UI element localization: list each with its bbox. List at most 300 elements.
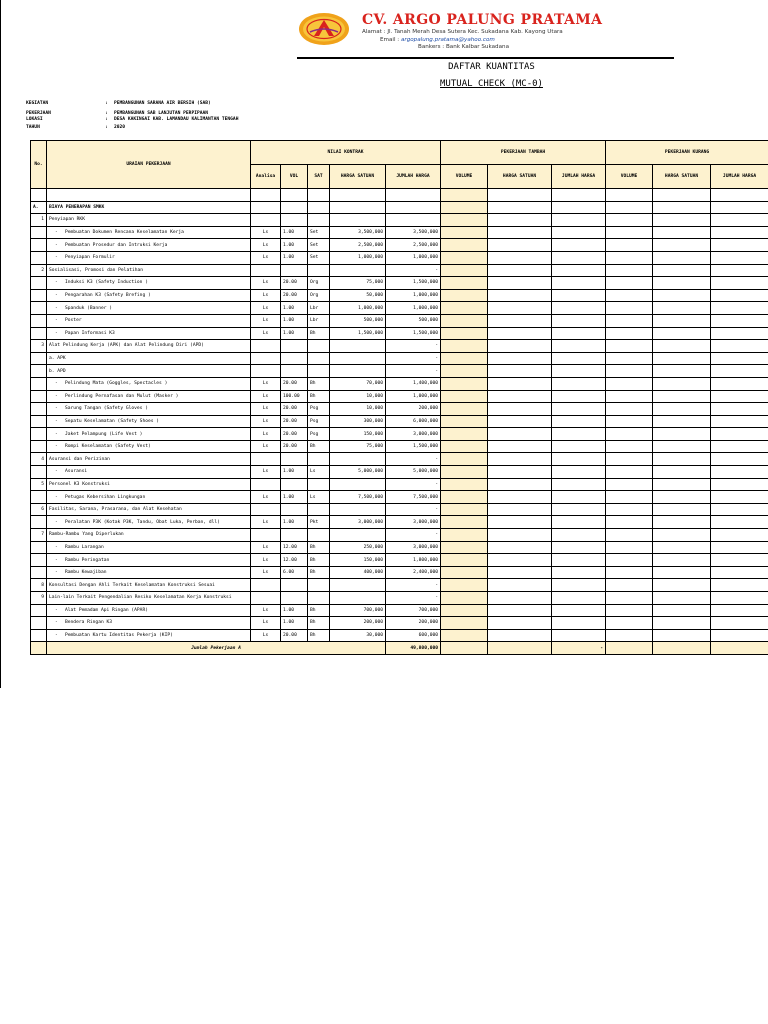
cell-kurang-jumlah-harga [711,264,768,277]
cell-no: 8 [31,579,47,592]
cell-uraian [47,289,251,302]
cell-tambah-volume [441,264,488,277]
cell-analisa: Ls [251,403,281,416]
cell-kurang-harga-satuan [653,453,711,466]
cell-tambah-jumlah-harga [552,592,606,605]
cell-vol: 1.00 [281,491,308,504]
cell-tambah-volume [441,189,488,202]
cell-uraian [47,617,251,630]
cell-no [31,302,47,315]
cell-tambah-jumlah-harga [552,503,606,516]
cell-jumlah-harga: 1,400,000 [386,377,441,390]
bullet-dash: - [55,418,58,424]
cell-sat: Bh [308,377,330,390]
email-label: Email [380,36,396,43]
cell-sat [308,453,330,466]
header-nilai-kontrak: NILAI KONTRAK [251,141,441,165]
cell-uraian [47,466,251,479]
table-row [31,277,768,290]
cell-harga-satuan [330,352,386,365]
cell-kurang-harga-satuan [653,340,711,353]
cell-kurang-jumlah-harga [711,541,768,554]
cell-harga-satuan: 500,000 [330,314,386,327]
cell-no [31,277,47,290]
bullet-dash: - [55,305,58,311]
cell-tambah-volume [441,491,488,504]
cell-kurang-harga-satuan [653,604,711,617]
cell-kurang-volume [606,365,653,378]
cell-uraian [47,277,251,290]
item-description: Perlindung Pernafasan dan Mulut (Masker ) [65,393,179,399]
cell-tambah-harga-satuan [488,201,552,214]
cell-jumlah-harga: - [386,340,441,353]
cell-vol: 1.00 [281,466,308,479]
cell-kurang-harga-satuan [653,214,711,227]
cell-sat: Lbr [308,314,330,327]
cell-tambah-harga-satuan [488,226,552,239]
cell-vol [281,214,308,227]
cell-tambah-jumlah-harga [552,541,606,554]
cell-tambah-volume [441,529,488,542]
cell-sat [308,503,330,516]
item-description: Poster [65,318,82,324]
cell-analisa: Ls [251,516,281,529]
cell-tambah-harga-satuan [488,340,552,353]
cell-no [31,541,47,554]
cell-sat: Org [308,277,330,290]
cell-no: 3 [31,340,47,353]
cell-no [31,491,47,504]
cell-no: 1 [31,214,47,227]
cell-kurang-harga-satuan [653,226,711,239]
cell-kurang-volume [606,453,653,466]
cell-jumlah-harga: 1,500,000 [386,277,441,290]
cell-vol: 1.00 [281,314,308,327]
table-row [31,390,768,403]
cell-analisa [251,579,281,592]
cell-tambah-jumlah-harga [552,617,606,630]
item-description: Pembuatan Dokumen Rencana Keselamatan Kerja [65,230,184,236]
cell-kurang-harga-satuan [653,264,711,277]
cell-tambah-jumlah-harga [552,340,606,353]
cell-kurang-jumlah-harga [711,503,768,516]
cell-kurang-volume [606,516,653,529]
cell-jumlah-harga: 3,000,000 [386,541,441,554]
cell-uraian [47,554,251,567]
item-description: Rambu Kewajiban [65,570,107,576]
cell-jumlah-harga: 2,400,000 [386,566,441,579]
cell-jumlah-harga: 1,000,000 [386,390,441,403]
cell-uraian: Alat Pelindung Kerja (APK) dan Alat Pelindung Diri (APD) [47,340,251,353]
cell-tambah-jumlah-harga [552,516,606,529]
cell-kurang-harga-satuan [653,314,711,327]
cell-uraian [47,189,251,202]
cell-harga-satuan: 50,000 [330,289,386,302]
cell-vol [281,352,308,365]
cell-kurang-volume [606,264,653,277]
bullet-dash: - [55,544,58,550]
bullet-dash: - [55,607,58,613]
item-description: Penyiapan Formulir [65,255,115,261]
cell-uraian [47,541,251,554]
cell-vol: 1.00 [281,302,308,315]
cell-tambah-volume [441,314,488,327]
cell-analisa: Ls [251,239,281,252]
cell-uraian: Lain-lain Terkait Pengendalian Resiko Keselamatan Kerja Konstruksi [47,592,251,605]
email-line: Email : argopalung.pratama@yahoo.com [380,36,495,43]
cell-tambah-harga-satuan [488,604,552,617]
cell-jumlah-harga: 700,000 [386,604,441,617]
cell-vol: 20.00 [281,415,308,428]
cell-sat: Set [308,226,330,239]
cell-jumlah-harga: - [386,503,441,516]
cell-uraian [47,491,251,504]
table-row [31,352,768,365]
cell-kurang-harga-satuan [653,415,711,428]
header-analisa: Analisa [251,165,281,189]
cell-no [31,314,47,327]
cell-no [31,239,47,252]
cell-harga-satuan [330,529,386,542]
cell-vol: 20.00 [281,629,308,642]
cell-vol: 1.00 [281,604,308,617]
cell-harga-satuan [330,264,386,277]
quantity-table [30,140,768,655]
cell-analisa [251,201,281,214]
cell-tambah-jumlah-harga [552,327,606,340]
cell-jumlah-harga: 2,500,000 [386,239,441,252]
cell-vol [281,340,308,353]
cell-jumlah-harga: 3,500,000 [386,226,441,239]
cell-kurang-harga-satuan [653,541,711,554]
cell-no [31,554,47,567]
cell-kurang-jumlah-harga [711,377,768,390]
item-description: Peralatan P3K (Kotak P3K, Tandu, Obat Luka, Perban, dll) [65,519,220,525]
cell-tambah-jumlah-harga [552,466,606,479]
header-harga-satuan: HARGA SATUAN [330,165,386,189]
cell-sat [308,214,330,227]
cell-vol: 1.00 [281,239,308,252]
cell-no [31,566,47,579]
cell-kurang-jumlah-harga [711,239,768,252]
cell-tambah-jumlah-harga [552,478,606,491]
cell-harga-satuan: 10,000 [330,403,386,416]
cell-tambah-volume [441,554,488,567]
cell-analisa: Ls [251,491,281,504]
cell-vol [281,365,308,378]
cell-kurang-volume [606,503,653,516]
cell-harga-satuan [330,503,386,516]
cell-tambah-jumlah-harga [552,491,606,504]
bullet-dash: - [55,570,58,576]
doc-title: DAFTAR KUANTITAS [448,62,535,72]
cell-harga-satuan [330,214,386,227]
cell-analisa [251,189,281,202]
cell-kurang-harga-satuan [653,466,711,479]
header-uraian: URAIAN PEKERJAAN [47,141,251,189]
cell-uraian [47,314,251,327]
cell-kurang-harga-satuan [653,503,711,516]
cell-no [31,327,47,340]
cell-vol: 1.00 [281,516,308,529]
cell-tambah-harga-satuan [488,529,552,542]
cell-uraian [47,516,251,529]
cell-kurang-jumlah-harga [711,403,768,416]
cell-harga-satuan: 75,000 [330,277,386,290]
cell-jumlah-harga: - [386,592,441,605]
table-row [31,214,768,227]
cell-tambah-harga-satuan [488,314,552,327]
cell-vol: 6.00 [281,566,308,579]
cell-kurang-harga-satuan [653,251,711,264]
item-description: Petugas Kebersihan Lingkungan [65,494,146,500]
total-kurang-volume [606,642,653,655]
cell-kurang-jumlah-harga [711,478,768,491]
cell-kurang-volume [606,604,653,617]
cell-kurang-harga-satuan [653,239,711,252]
cell-analisa: Ls [251,541,281,554]
cell-kurang-jumlah-harga [711,189,768,202]
cell-kurang-volume [606,289,653,302]
cell-kurang-volume [606,377,653,390]
cell-uraian: a. APK [47,352,251,365]
cell-kurang-volume [606,554,653,567]
cell-tambah-harga-satuan [488,478,552,491]
cell-harga-satuan: 150,000 [330,554,386,567]
item-description: Bendera Ringan K3 [65,620,113,626]
info-label: KEGIATAN [26,101,49,106]
cell-kurang-harga-satuan [653,403,711,416]
cell-harga-satuan: 1,500,000 [330,327,386,340]
cell-harga-satuan [330,478,386,491]
cell-no [31,629,47,642]
cell-tambah-volume [441,516,488,529]
item-description: Jaket Pelampung (Life Vest ) [65,431,143,437]
cell-kurang-harga-satuan [653,554,711,567]
cell-tambah-harga-satuan [488,352,552,365]
total-tambah-jumlah-harga: - [552,642,606,655]
cell-tambah-harga-satuan [488,592,552,605]
cell-tambah-jumlah-harga [552,428,606,441]
cell-vol: 20.00 [281,289,308,302]
cell-sat: Psg [308,415,330,428]
cell-sat [308,264,330,277]
bullet-dash: - [55,242,58,248]
cell-kurang-jumlah-harga [711,466,768,479]
cell-sat: Org [308,289,330,302]
cell-no: 4 [31,453,47,466]
cell-vol: 20.00 [281,377,308,390]
item-description: Pembuatan Kartu Identitas Pekerja (KIP) [65,633,173,639]
cell-tambah-jumlah-harga [552,566,606,579]
cell-uraian: Rambu-Rambu Yang Diperlukan [47,529,251,542]
cell-kurang-harga-satuan [653,617,711,630]
cell-kurang-jumlah-harga [711,302,768,315]
cell-tambah-volume [441,289,488,302]
bullet-dash: - [55,293,58,299]
cell-tambah-harga-satuan [488,541,552,554]
cell-kurang-jumlah-harga [711,314,768,327]
cell-kurang-jumlah-harga [711,365,768,378]
cell-vol [281,201,308,214]
cell-tambah-harga-satuan [488,377,552,390]
cell-tambah-jumlah-harga [552,289,606,302]
table-row [31,491,768,504]
cell-analisa: Ls [251,554,281,567]
table-row [31,541,768,554]
cell-vol [281,453,308,466]
cell-uraian [47,377,251,390]
info-label: PEKERJAAN [26,111,51,116]
cell-sat: Psg [308,428,330,441]
cell-tambah-harga-satuan [488,302,552,315]
info-value: PEMBANGUNAN SARANA AIR BERSIH (SAB) [114,101,211,106]
cell-harga-satuan [330,189,386,202]
cell-tambah-volume [441,239,488,252]
cell-kurang-jumlah-harga [711,277,768,290]
cell-harga-satuan: 200,000 [330,617,386,630]
cell-jumlah-harga: - [386,352,441,365]
cell-kurang-volume [606,277,653,290]
cell-analisa [251,503,281,516]
cell-harga-satuan: 300,000 [330,415,386,428]
cell-tambah-harga-satuan [488,566,552,579]
cell-vol [281,264,308,277]
cell-jumlah-harga: 600,000 [386,629,441,642]
cell-vol: 20.00 [281,428,308,441]
cell-jumlah-harga: 3,000,000 [386,516,441,529]
cell-tambah-volume [441,592,488,605]
cell-sat: Bh [308,440,330,453]
cell-analisa: Ls [251,289,281,302]
cell-no [31,352,47,365]
cell-tambah-volume [441,403,488,416]
header-kurang-harga-satuan: HARGA SATUAN [653,165,711,189]
cell-harga-satuan: 250,000 [330,541,386,554]
item-description: Sarung Tangan (Safety Gloves ) [65,406,148,412]
cell-kurang-volume [606,201,653,214]
table-body [31,189,768,655]
cell-uraian: Fasilitas, Sarana, Prasarana, dan Alat Kesehatan [47,503,251,516]
table-row [31,428,768,441]
cell-sat [308,340,330,353]
table-row [31,377,768,390]
cell-vol [281,478,308,491]
cell-tambah-jumlah-harga [552,189,606,202]
cell-tambah-volume [441,302,488,315]
cell-no: 5 [31,478,47,491]
item-description: Asuransi [65,469,88,475]
cell-no: 9 [31,592,47,605]
cell-harga-satuan [330,365,386,378]
cell-jumlah-harga [386,214,441,227]
cell-sat: Set [308,251,330,264]
cell-harga-satuan: 700,000 [330,604,386,617]
cell-kurang-harga-satuan [653,491,711,504]
cell-no: A. [31,201,47,214]
cell-tambah-jumlah-harga [552,415,606,428]
cell-no [31,415,47,428]
cell-uraian [47,629,251,642]
header-tambah-jumlah-harga: JUMLAH HARGA [552,165,606,189]
cell-no [31,189,47,202]
item-description: Rambu Larangan [65,544,104,550]
cell-kurang-volume [606,466,653,479]
cell-jumlah-harga: 1,500,000 [386,440,441,453]
bullet-dash: - [55,620,58,626]
cell-tambah-volume [441,340,488,353]
bullet-dash: - [55,318,58,324]
cell-vol: 12.00 [281,554,308,567]
table-row [31,466,768,479]
table-row [31,302,768,315]
cell-vol: 20.00 [281,277,308,290]
cell-tambah-harga-satuan [488,365,552,378]
cell-sat: Bh [308,604,330,617]
cell-kurang-jumlah-harga [711,529,768,542]
cell-harga-satuan: 30,000 [330,629,386,642]
cell-jumlah-harga: - [386,529,441,542]
cell-tambah-harga-satuan [488,579,552,592]
cell-kurang-harga-satuan [653,390,711,403]
cell-tambah-harga-satuan [488,289,552,302]
cell-kurang-jumlah-harga [711,579,768,592]
cell-analisa: Ls [251,377,281,390]
cell-uraian: BIAYA PENERAPAN SMKK [47,201,251,214]
cell-no [31,251,47,264]
cell-no [31,226,47,239]
cell-uraian: Konsultasi Dengan Ahli Terkait Keselamatan Konstruksi Sesuai [47,579,251,592]
cell-kurang-harga-satuan [653,327,711,340]
cell-jumlah-harga: 5,000,000 [386,466,441,479]
cell-analisa [251,214,281,227]
cell-harga-satuan: 400,000 [330,566,386,579]
cell-tambah-jumlah-harga [552,604,606,617]
cell-vol: 100.00 [281,390,308,403]
cell-tambah-jumlah-harga [552,302,606,315]
cell-tambah-volume [441,352,488,365]
bullet-dash: - [55,444,58,450]
cell-kurang-volume [606,226,653,239]
item-description: Pelindung Mata (Goggles, Spectacles ) [65,381,168,387]
cell-sat [308,529,330,542]
cell-tambah-jumlah-harga [552,352,606,365]
cell-tambah-volume [441,440,488,453]
cell-kurang-jumlah-harga [711,226,768,239]
cell-jumlah-harga: 6,000,000 [386,415,441,428]
cell-tambah-harga-satuan [488,491,552,504]
cell-uraian [47,566,251,579]
cell-kurang-jumlah-harga [711,289,768,302]
cell-sat [308,478,330,491]
cell-tambah-volume [441,277,488,290]
cell-tambah-jumlah-harga [552,440,606,453]
cell-tambah-harga-satuan [488,516,552,529]
cell-kurang-volume [606,390,653,403]
cell-uraian: Asuransi dan Perizinan [47,453,251,466]
table-row [31,189,768,202]
cell-tambah-jumlah-harga [552,314,606,327]
cell-no: 7 [31,529,47,542]
cell-tambah-jumlah-harga [552,201,606,214]
total-no [31,642,47,655]
bullet-dash: - [55,280,58,286]
cell-harga-satuan: 1,000,000 [330,251,386,264]
cell-kurang-volume [606,491,653,504]
cell-kurang-jumlah-harga [711,604,768,617]
cell-uraian: b. APD [47,365,251,378]
cell-kurang-jumlah-harga [711,201,768,214]
